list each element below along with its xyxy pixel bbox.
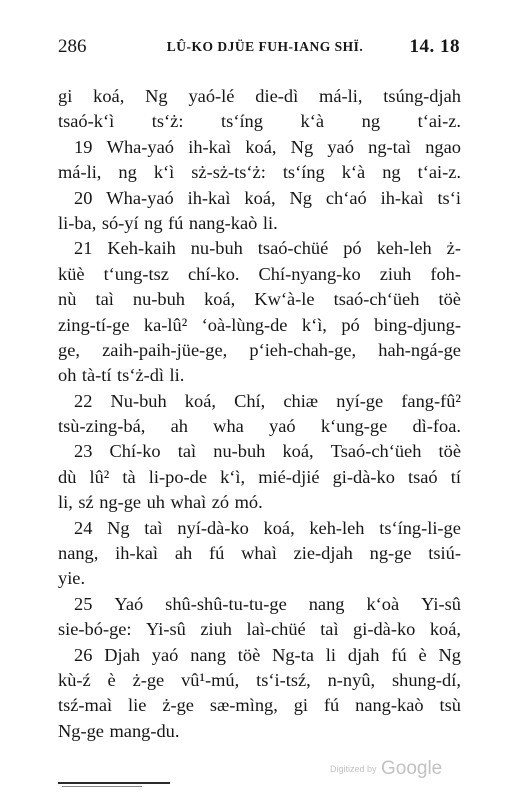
scripture-text <box>58 84 461 744</box>
text-line: nang, ih-kaì ah fú whaì zie-djah ng-ge tsiú- <box>58 543 461 564</box>
watermark-digitized-by: Digitized by <box>330 764 377 774</box>
text-line: 24 Ng taì nyí-dà-ko koá, keh-leh tsʻíng-li-ge <box>74 517 461 538</box>
text-line: sie-bó-ge: Yi-sû ziuh laì-chüé taì gi-dà-ko koá, <box>58 619 461 640</box>
text-line: oh tà-tí tsʻż-dì li. <box>58 365 185 386</box>
text-line: 25 Yaó shû-shû-tu-tu-ge nang kʻoà Yi-sû <box>74 593 461 614</box>
running-head <box>58 36 460 66</box>
text-line: 20 Wha-yaó ih-kaì koá, Ng chʻaó ih-kaì tsʻi <box>74 187 461 208</box>
page-footer <box>0 756 516 800</box>
text-line: ge, zaih-paih-jüe-ge, pʻieh-chah-ge, hah-ngá-ge <box>58 339 461 360</box>
text-line: gi koá, Ng yaó-lé die-dì má-li, tsúng-djah <box>58 86 461 106</box>
text-line: 26 Djah yaó nang töè Ng-ta li djah fú è Ng <box>74 644 461 665</box>
text-line: kù-ź è ż-ge vû¹-mú, tsʻi-tsź, n-nyû, shung-dí, <box>58 669 461 690</box>
text-line: nù taì nu-buh koá, Kwʻà-le tsaó-chʻüeh töè <box>58 289 461 310</box>
running-title: LÛ-KO DJÜE FUH-IANG SHÏ. <box>166 39 364 54</box>
digitized-watermark <box>330 758 442 780</box>
footer-rule-secondary <box>62 786 142 787</box>
text-line: tsaó-kʻì tsʻż: tsʻíng kʻà ng tʻai-z. <box>58 111 461 132</box>
text-line: má-li, ng kʻì sż-sż-tsʻż: tsʻíng kʻà ng tʻai-z. <box>58 162 461 183</box>
text-line: yie. <box>58 568 86 589</box>
text-line: tsź-maì lie ż-ge sæ-mìng, gi fú nang-kaò tsù <box>58 695 461 716</box>
text-line: 19 Wha-yaó ih-kaì koá, Ng yaó ng-taì ngao <box>74 136 461 157</box>
text-line: tsù-zing-bá, ah wha yaó kʻung-ge dì-foa. <box>58 416 461 437</box>
text-line: küè tʻung-tsz chí-ko. Chí-nyang-ko ziuh foh- <box>58 263 461 284</box>
text-line: zing-tí-ge ka-lû² ʻoà-lùng-de kʻì, pó bing-djung- <box>58 314 461 335</box>
text-line: 23 Chí-ko taì nu-buh koá, Tsaó-chʻüeh töè <box>74 441 461 462</box>
watermark-logo: Google <box>380 758 443 779</box>
text-line: 21 Keh-kaih nu-buh tsaó-chüé pó keh-leh ż- <box>74 238 461 259</box>
text-line: 22 Nu-buh koá, Chí, chiæ nyí-ge fang-fû² <box>74 390 461 411</box>
footer-rule <box>58 782 170 784</box>
page-number: 286 <box>58 36 87 57</box>
text-line: Ng-ge mang-du. <box>58 720 180 741</box>
text-line: li-ba, só-yí ng fú nang-kaò li. <box>58 212 278 233</box>
text-line: li, sź ng-ge uh whaì zó mó. <box>58 492 263 513</box>
text-line: dù lû² tà li-po-de kʻì, mié-djié gi-dà-ko tsaó tí <box>58 466 461 487</box>
chapter-verse-reference: 14. 18 <box>409 36 460 57</box>
